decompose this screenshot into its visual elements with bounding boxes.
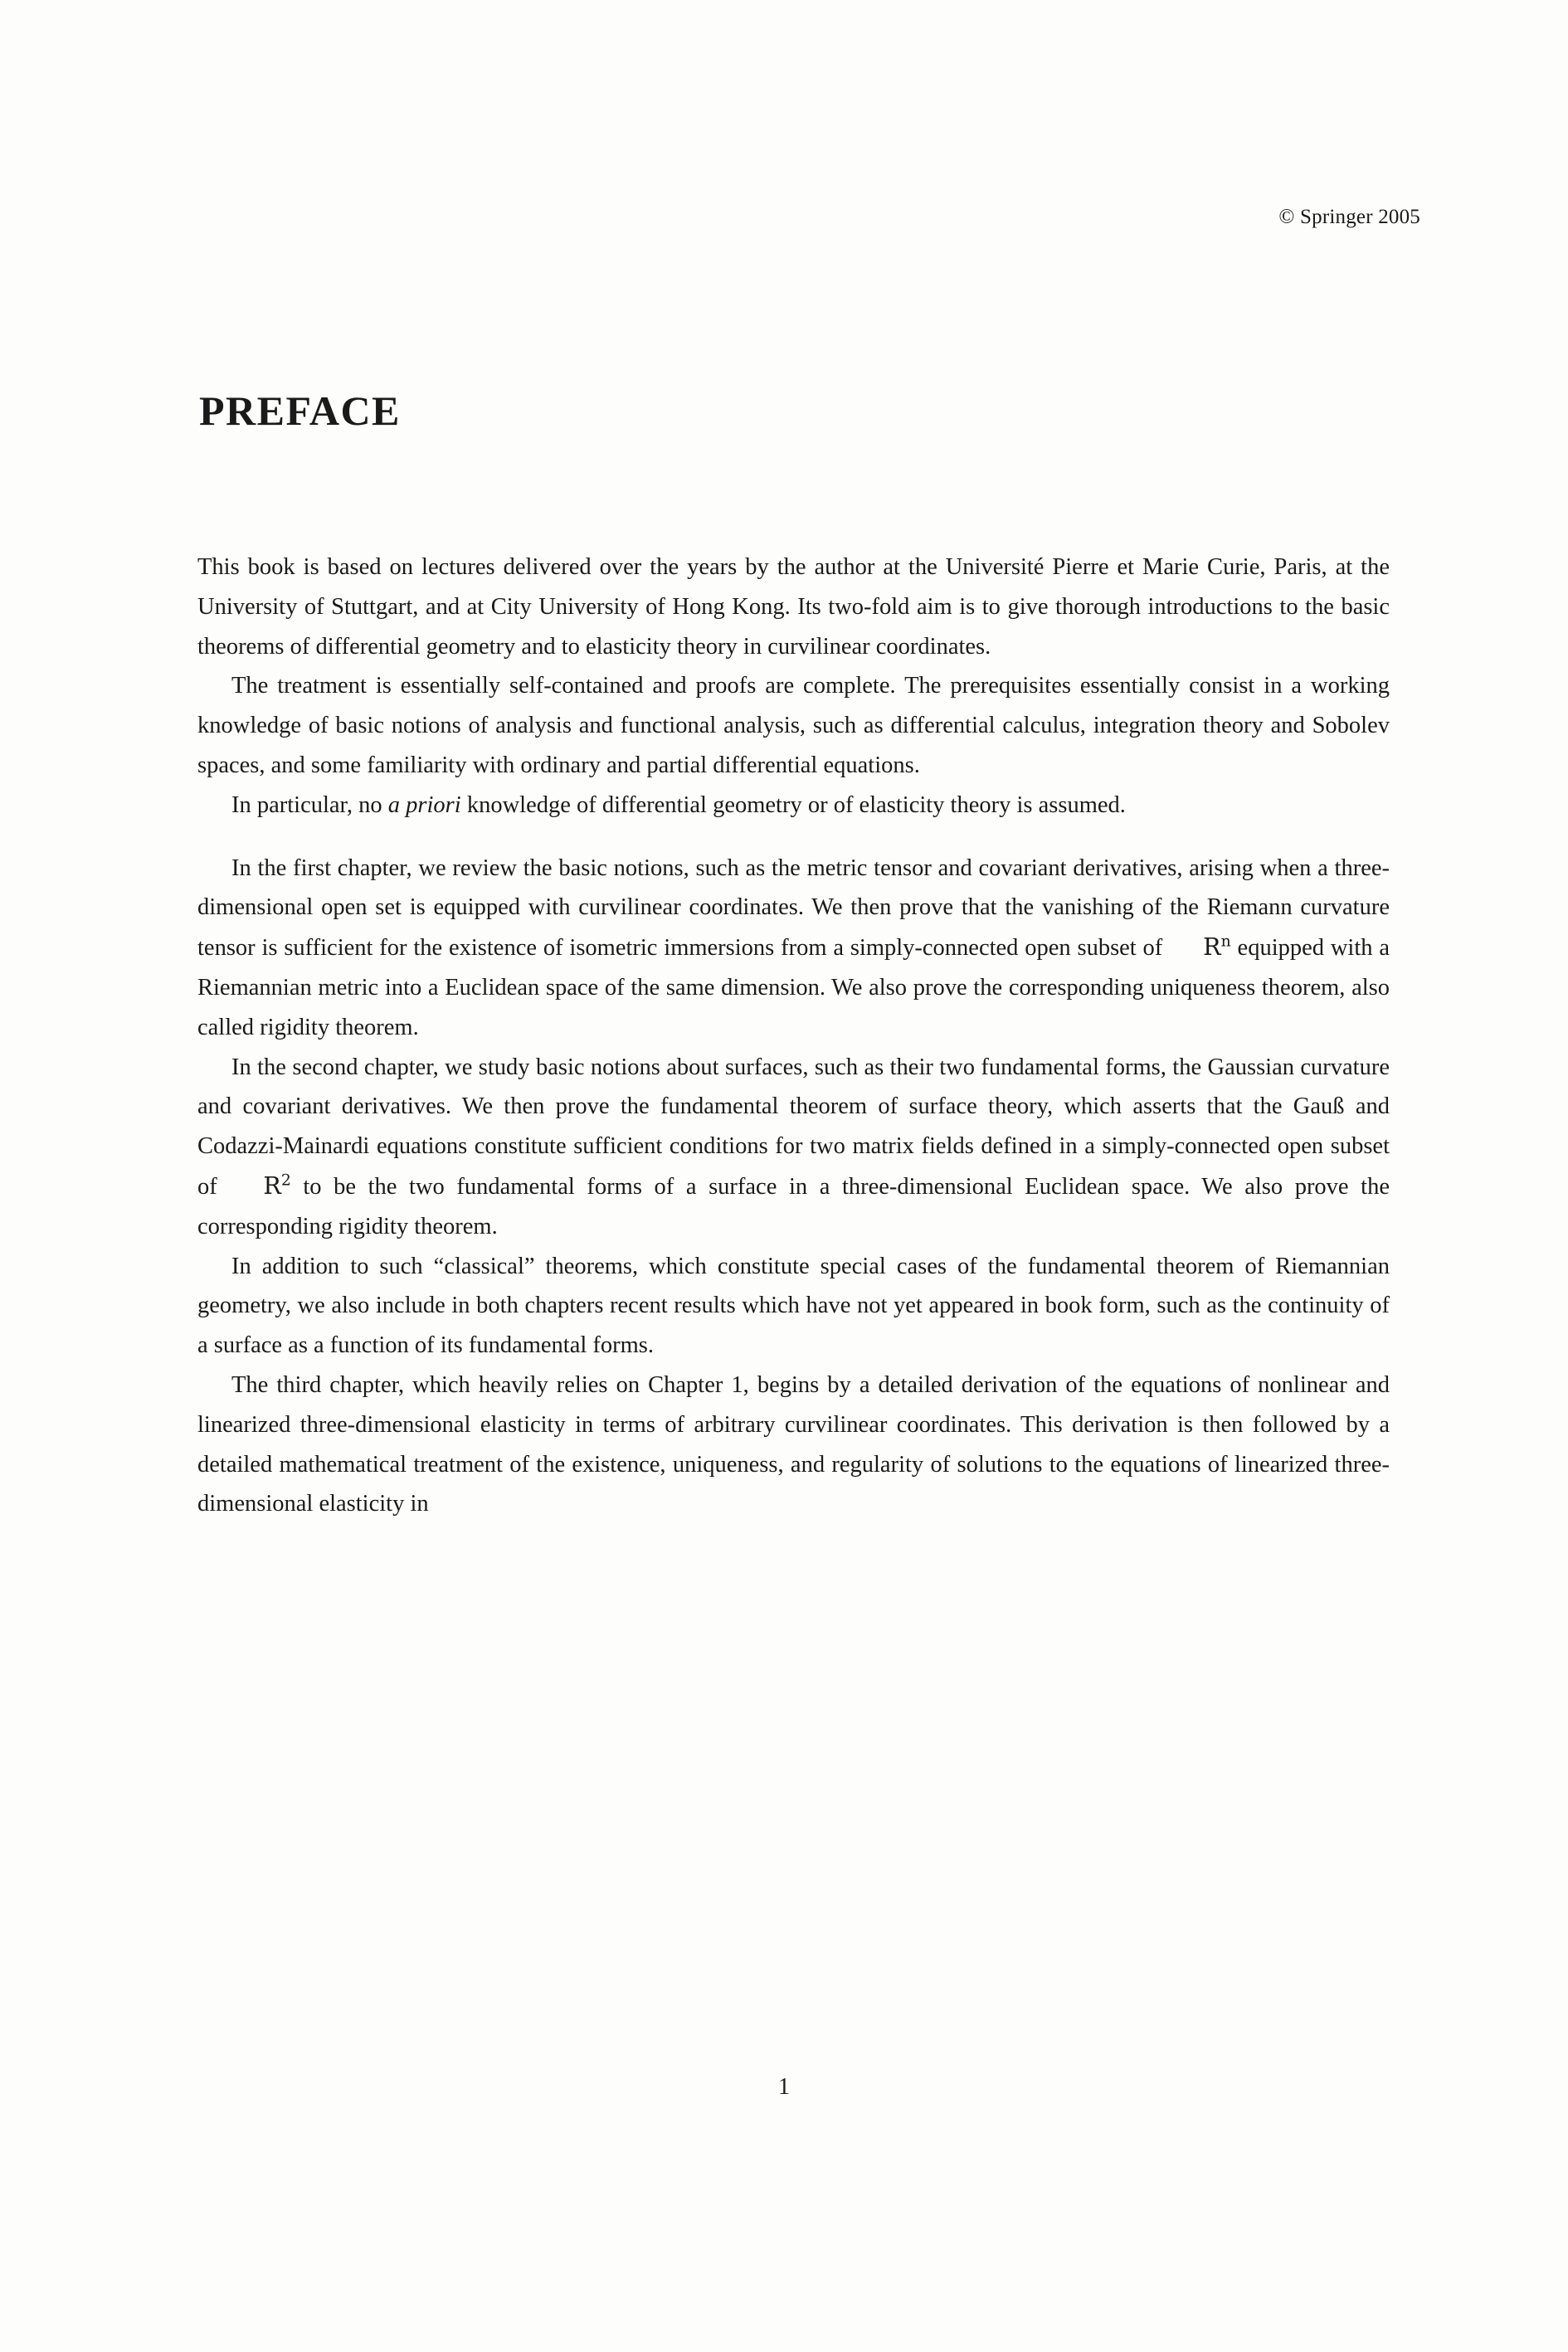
paragraph-4 [197,849,1390,1048]
paragraph-2: The treatment is essentially self-contained and proofs are complete. The prerequisites essentially consist in a working knowledge of basic notions of analysis and functional analysis, such as differential calculus, integration theory and Sobolev spaces, and some familiarity with ordinary and partial differential equations. [197,673,1390,778]
paragraph-5-part-1: In the second chapter, we study basic notions about surfaces, such as their two fundamental forms, the Gaussian curvature and covariant derivatives. We then prove the fundamental theorem of surface theory, which asserts that the Gauß and Codazzi-Mainardi equations constitute sufficient conditions for two matrix fields defined in a simply-connected open subset of [197,1054,1390,1200]
preface-body [197,548,1390,1524]
paragraph-5 [197,1048,1390,1247]
paragraph-4-part-1: In the first chapter, we review the basic notions, such as the metric tensor and covariant derivatives, arising when a three-dimensional open set is equipped with curvilinear coordinates. We then prove that the vanishing of the Riemann curvature tensor is sufficient for the existence of isometric immersions from a simply-connected open subset of [197,855,1390,962]
paragraph-5-part-2: to be the two fundamental forms of a surface in a three-dimensional Euclidean space. We also prove the corresponding rigidity theorem. [197,1173,1390,1239]
blackboard-r-letter-2: R [263,1171,281,1200]
page-title: PREFACE [199,387,401,434]
page-number: 1 [778,2074,790,2100]
paragraph-7: The third chapter, which heavily relies on Chapter 1, begins by a detailed derivation of the equations of nonlinear and linearized three-dimensional elasticity in terms of arbitrary curvilinear coordinates. This derivation is then followed by a detailed mathematical treatment of the existence, uniqueness, and regularity of solutions to the equations of linearized three-dimensional elasticity in [197,1371,1390,1517]
paragraph-3-part-2: knowledge of differential geometry or of elasticity theory is assumed. [460,791,1126,818]
paragraph-3-part-1: In particular, no [231,791,388,818]
blackboard-r-exponent-2: 2 [280,1171,291,1190]
blackboard-r-symbol [1169,928,1231,967]
blackboard-r-squared-symbol [229,1166,290,1206]
paragraph-6: In addition to such “classical” theorems, which constitute special cases of the fundamental theorem of Riemannian geometry, we also include in both chapters recent results which have not yet appeared in book form, such as the continuity of a surface as a function of its fundamental forms. [197,1253,1390,1359]
paragraph-3 [197,786,1390,825]
blackboard-r-exponent: n [1220,933,1231,951]
paragraph-4-part-2: equipped with a Riemannian metric into a Euclidean space of the same dimension. We also prove the corresponding uniqueness theorem, also called rigidity theorem. [197,935,1390,1040]
paragraph-1: This book is based on lectures delivered over the years by the author at the Université Pierre et Marie Curie, Paris, at the University of Stuttgart, and at City University of Hong Kong. Its two-fold aim is to give thorough introductions to the basic theorems of differential geometry and to elasticity theory in curvilinear coordinates. [197,554,1390,660]
paragraph-3-emphasis: a priori [387,791,461,818]
blackboard-r-letter: R [1203,933,1221,962]
copyright-line: © Springer 2005 [1278,206,1420,228]
